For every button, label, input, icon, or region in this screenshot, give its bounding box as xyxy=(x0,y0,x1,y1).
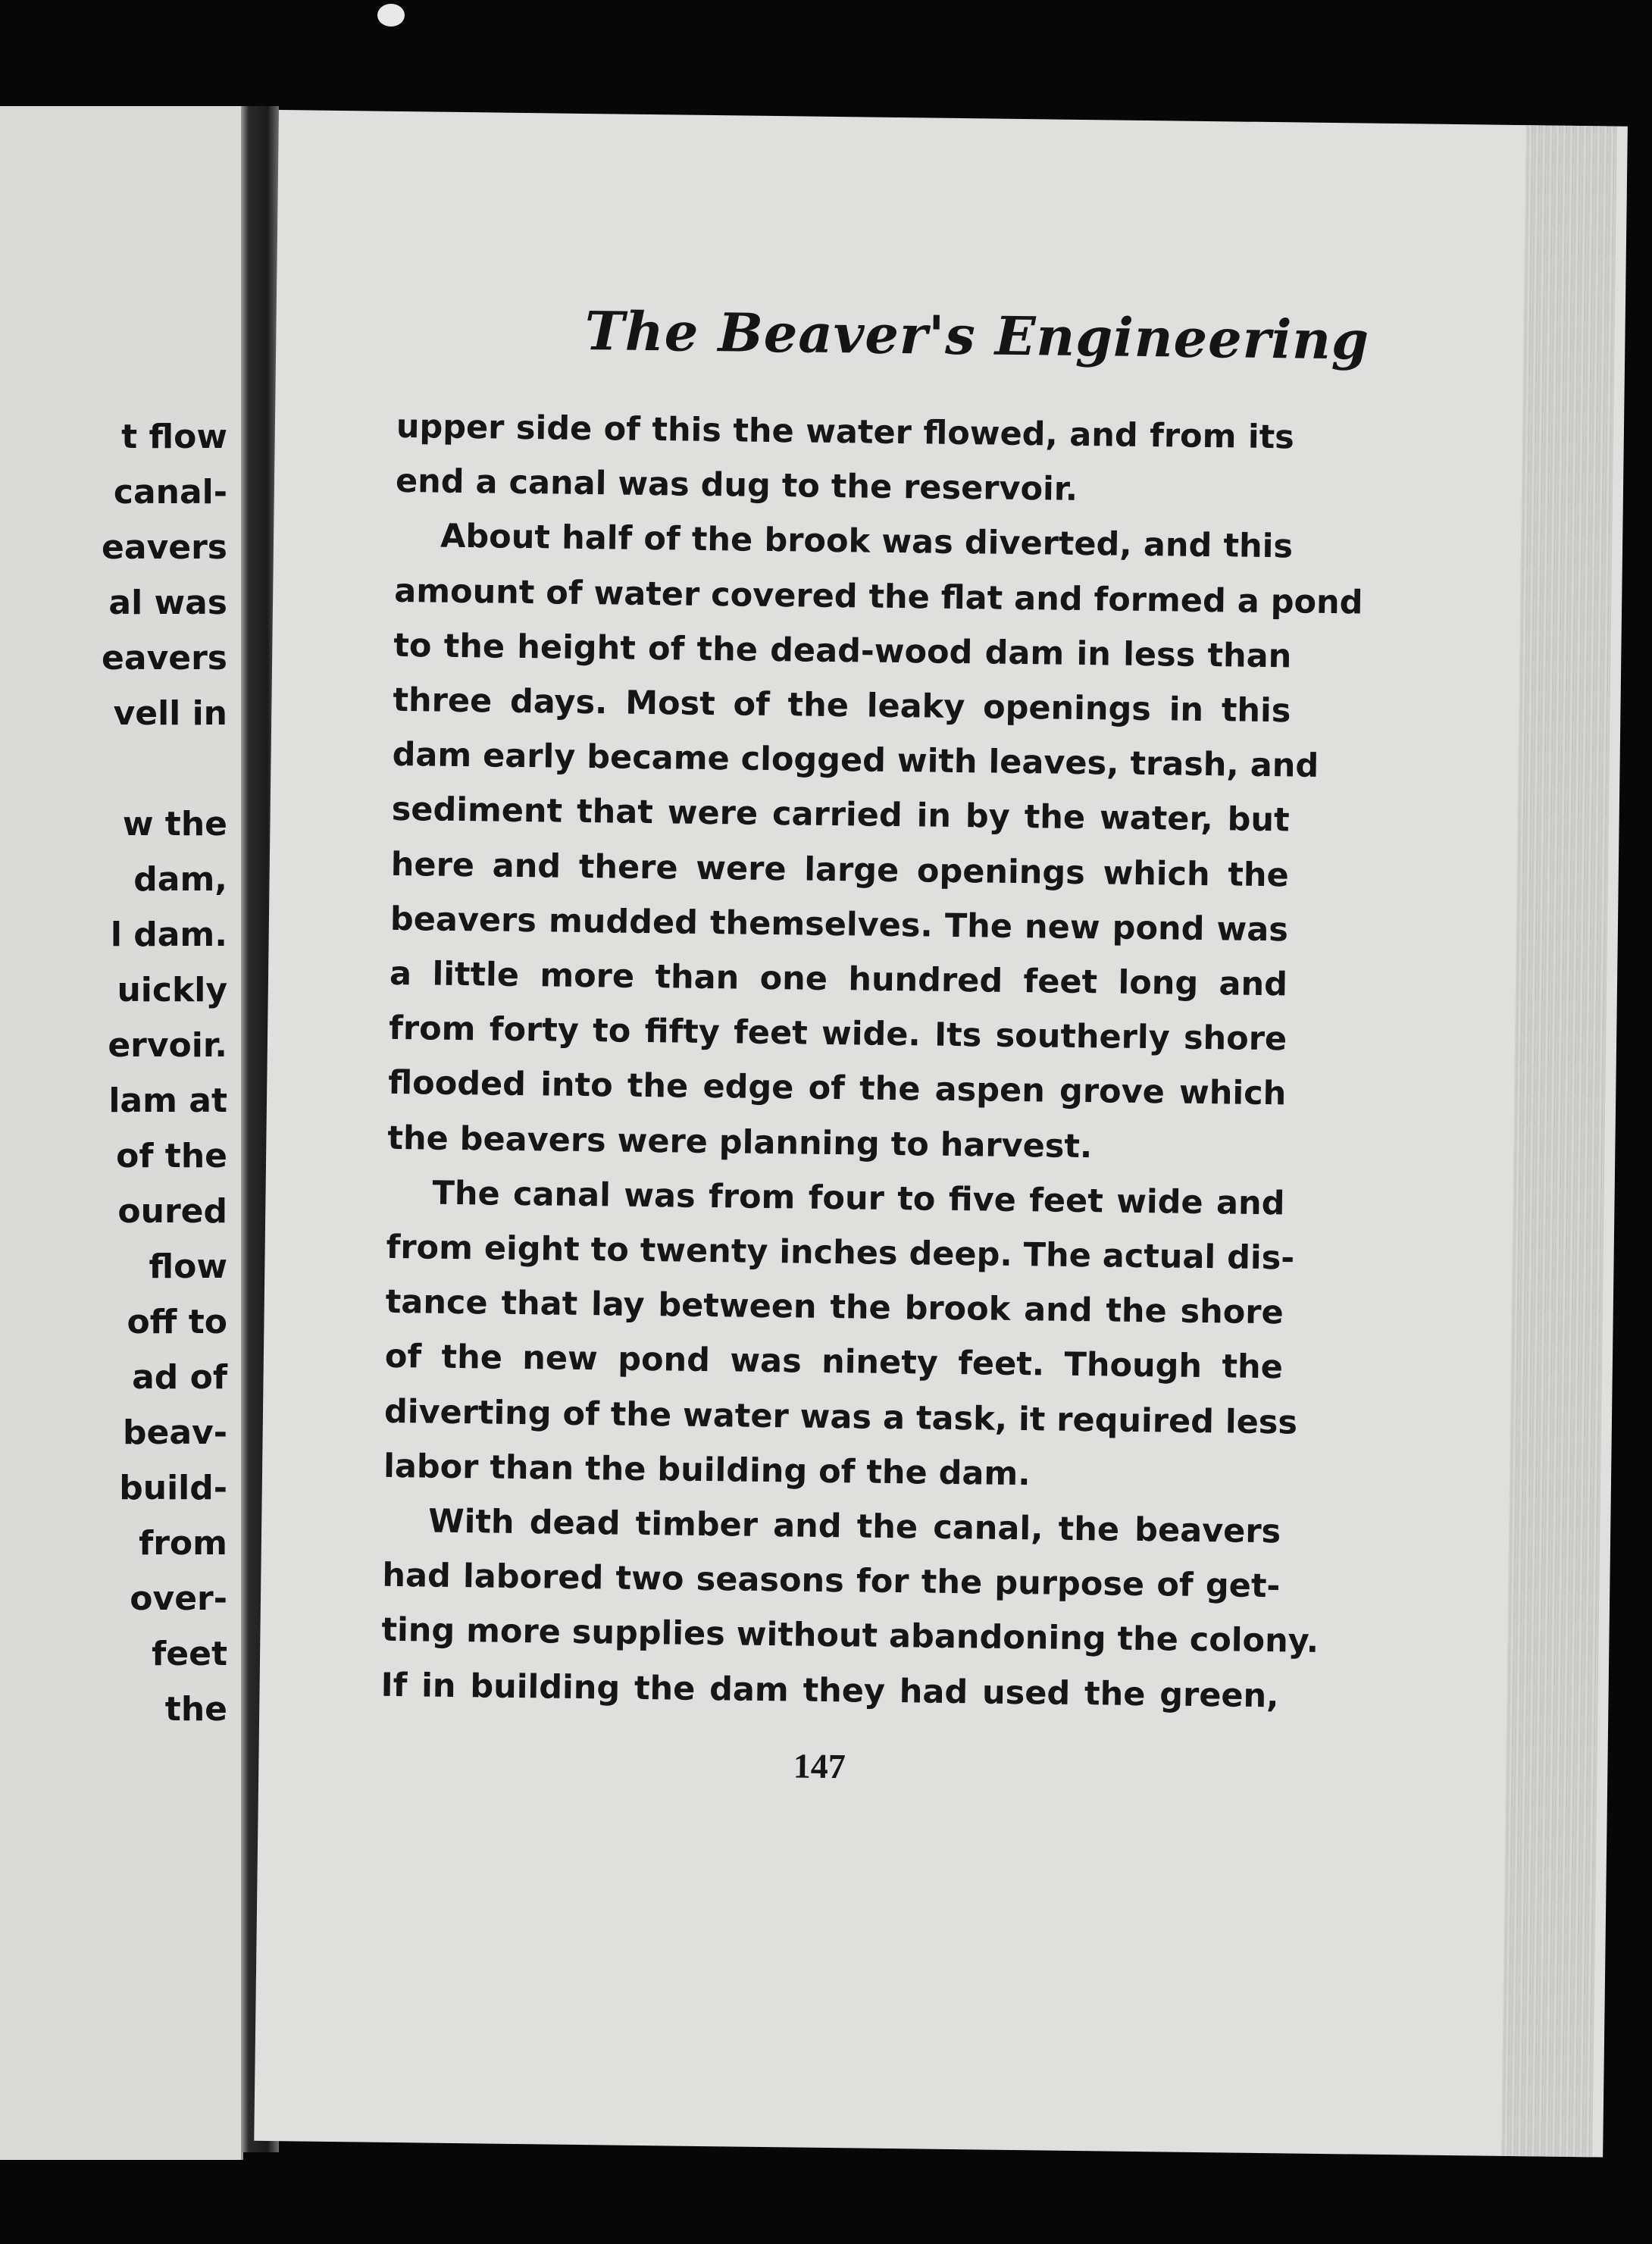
page-number: 147 xyxy=(793,1746,846,1786)
text-line: had labored two seasons for the purpose of get- xyxy=(382,1557,1281,1606)
text-line: a little more than one hundred feet long and xyxy=(389,954,1288,1004)
text-line: The canal was from four to five feet wide and xyxy=(432,1174,1285,1223)
text-line: flooded into the edge of the aspen grove which xyxy=(388,1064,1287,1113)
previous-page-line: ad of xyxy=(132,1358,227,1397)
text-line: diverting of the water was a task, it required less xyxy=(383,1392,1298,1442)
previous-page-line: off to xyxy=(127,1303,227,1341)
previous-page-line: oured xyxy=(117,1192,227,1231)
previous-page-line: t flow xyxy=(121,418,227,456)
previous-page-line: dam, xyxy=(133,860,227,899)
previous-page-line: lam at xyxy=(108,1081,227,1120)
text-line: the beavers were planning to harvest. xyxy=(387,1119,1093,1166)
text-line: from eight to twenty inches deep. The actual dis- xyxy=(386,1228,1295,1278)
previous-page-line xyxy=(102,741,227,797)
previous-page-line: l dam. xyxy=(110,915,227,954)
text-line: labor than the building of the dam. xyxy=(383,1447,1031,1494)
previous-page-line: uickly xyxy=(117,971,227,1009)
previous-page-line: of the xyxy=(116,1137,227,1175)
page-edges xyxy=(1501,125,1617,2157)
text-line: tance that lay between the brook and the shore xyxy=(385,1283,1284,1332)
text-line: ting more supplies without abandoning the colony. xyxy=(381,1611,1319,1661)
text-line: beavers mudded themselves. The new pond was xyxy=(390,900,1289,950)
text-line: If in building the dam they had used the green, xyxy=(380,1666,1279,1715)
text-line: dam early became clogged with leaves, trash, and xyxy=(392,736,1319,786)
previous-page-line: eavers xyxy=(102,528,227,567)
previous-page-line: over- xyxy=(130,1579,227,1618)
previous-page-line: w the xyxy=(122,805,227,843)
text-line: About half of the brook was diverted, and this xyxy=(440,518,1294,566)
previous-page-line: feet xyxy=(152,1635,227,1673)
previous-page-line: vell in xyxy=(113,694,227,733)
previous-page xyxy=(0,106,243,2160)
text-line: to the height of the dead-wood dam in less than xyxy=(393,626,1292,676)
text-line: upper side of this the water flowed, and from its xyxy=(396,407,1295,457)
text-line: sediment that were carried in by the water, but xyxy=(391,790,1290,840)
previous-page-line: eavers xyxy=(102,639,227,678)
previous-page-line: canal- xyxy=(113,473,227,512)
previous-page-line: from xyxy=(139,1524,227,1563)
previous-page-line: build- xyxy=(119,1469,227,1507)
text-line: With dead timber and the canal, the beavers xyxy=(427,1502,1281,1551)
text-line: here and there were large openings which the xyxy=(390,845,1290,894)
text-line: amount of water covered the flat and formed a pond xyxy=(393,571,1363,622)
current-page xyxy=(254,110,1628,2158)
body-text xyxy=(380,399,1363,1723)
text-line: three days. Most of the leaky openings in this xyxy=(393,681,1291,731)
text-line: of the new pond was ninety feet. Though the xyxy=(384,1338,1284,1387)
previous-page-line: the xyxy=(164,1690,227,1729)
text-line: end a canal was dug to the reservoir. xyxy=(395,462,1078,509)
running-header: The Beaver's Engineering xyxy=(584,299,1370,372)
previous-page-line: ervoir. xyxy=(108,1026,227,1065)
text-line: from forty to fifty feet wide. Its southerly shore xyxy=(388,1009,1287,1059)
previous-page-line: al was xyxy=(108,584,227,622)
previous-page-text xyxy=(102,409,227,1737)
film-blot xyxy=(377,4,405,27)
previous-page-line: beav- xyxy=(123,1413,227,1452)
previous-page-line: flow xyxy=(149,1247,227,1286)
